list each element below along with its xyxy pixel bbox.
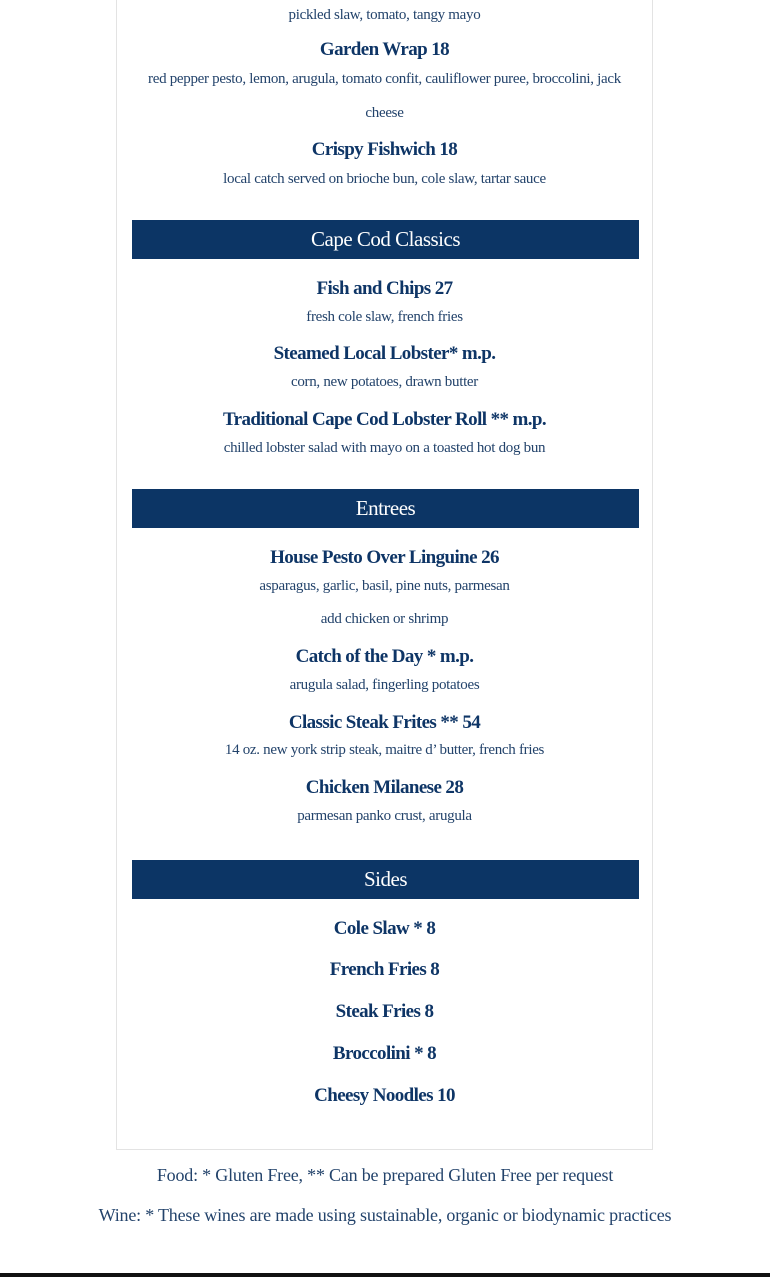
- section-heading-cape-cod-classics: Cape Cod Classics: [132, 220, 639, 259]
- menu-item-title: Catch of the Day * m.p.: [295, 646, 474, 667]
- menu-item-title: Chicken Milanese 28: [305, 777, 464, 798]
- section-heading-sides: Sides: [132, 860, 639, 899]
- side-item-title: Cole Slaw * 8: [333, 918, 436, 939]
- menu-item-title: Traditional Cape Cod Lobster Roll ** m.p.: [222, 409, 547, 430]
- menu-item-description: fresh cole slaw, french fries: [306, 309, 463, 325]
- menu-item-title: Crispy Fishwich 18: [311, 139, 458, 160]
- menu-card: [116, 0, 653, 1150]
- menu-item-title: Fish and Chips 27: [316, 278, 453, 299]
- menu-item-description: pickled slaw, tomato, tangy mayo: [288, 7, 481, 23]
- menu-item-title: Garden Wrap 18: [319, 39, 450, 60]
- bottom-divider: [0, 1273, 770, 1277]
- menu-item-description: parmesan panko crust, arugula: [297, 808, 472, 824]
- menu-item-description: red pepper pesto, lemon, arugula, tomato confit, cauliflower puree, broccolini, jack cheese: [148, 71, 621, 121]
- food-dietary-note: Food: * Gluten Free, ** Can be prepared Gluten Free per request: [156, 1165, 614, 1185]
- menu-item-description: asparagus, garlic, basil, pine nuts, parmesan: [259, 578, 510, 594]
- menu-item-description: chilled lobster salad with mayo on a toasted hot dog bun: [223, 440, 546, 456]
- section-heading-entrees: Entrees: [132, 489, 639, 528]
- side-item-title: Steak Fries 8: [335, 1001, 434, 1022]
- side-item-title: French Fries 8: [329, 959, 440, 980]
- menu-item-title: Steamed Local Lobster* m.p.: [273, 343, 496, 364]
- menu-item-note: add chicken or shrimp: [320, 611, 449, 627]
- side-item-title: Broccolini * 8: [332, 1043, 437, 1064]
- wine-sustainability-note: Wine: * These wines are made using sustainable, organic or biodynamic practices: [98, 1205, 672, 1225]
- menu-item-description: arugula salad, fingerling potatoes: [289, 677, 480, 693]
- menu-item-description: local catch served on brioche bun, cole slaw, tartar sauce: [223, 171, 546, 187]
- menu-item-description: 14 oz. new york strip steak, maitre d’ butter, french fries: [224, 742, 545, 758]
- menu-item-description: corn, new potatoes, drawn butter: [290, 374, 478, 390]
- menu-item-title: Classic Steak Frites ** 54: [288, 712, 481, 733]
- menu-item-title: House Pesto Over Linguine 26: [270, 547, 499, 568]
- side-item-title: Cheesy Noodles 10: [314, 1085, 455, 1106]
